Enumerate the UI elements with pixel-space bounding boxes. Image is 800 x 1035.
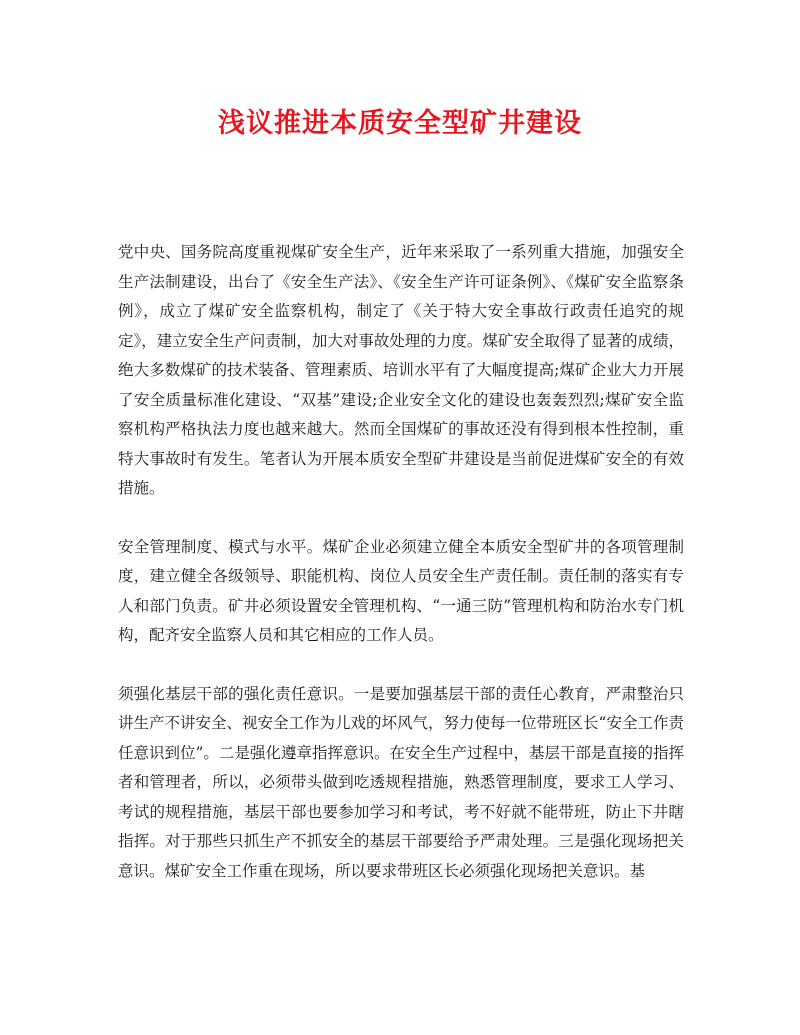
paragraph-2: 安全管理制度、模式与水平。煤矿企业必须建立健全本质安全型矿井的各项管理制度，建立健全各级领导、职能机构、岗位人员安全生产责任制。责任制的落实有专人和部门负责。矿井必须设置安全管理机构、“一通三防”管理机构和防治水专门机构，配齐安全监察人员和其它相应的工作人员。 bbox=[118, 537, 684, 644]
paragraph-1: 党中央、国务院高度重视煤矿安全生产，近年来采取了一系列重大措施，加强安全生产法制建设，出台了《安全生产法》、《安全生产许可证条例》、《煤矿安全监察条例》，成立了煤矿安全监察机构，制定了《关于特大安全事故行政责任追究的规定》，建立安全生产问责制，加大对事故处理的力度。煤矿安全取得了显著的成绩，绝大多数煤矿的技术装备、管理素质、培训水平有了大幅度提高;煤矿企业大力开展了安全质量标准化建设、“双基”建设;企业安全文化的建设也轰轰烈烈;煤矿安全监察机构严格执法力度也越来越大。然而全国煤矿的事故还没有得到根本性控制，重特大事故时有发生。笔者认为开展本质安全型矿井建设是当前促进煤矿安全的有效措施。 bbox=[118, 243, 684, 497]
document-title: 浅议推进本质安全型矿井建设 bbox=[218, 108, 582, 139]
paragraph-3: 须强化基层干部的强化责任意识。一是要加强基层干部的责任心教育，严肃整治只讲生产不讲安全、视安全工作为儿戏的坏风气，努力使每一位带班区长“安全工作责任意识到位”。二是强化遵章指挥意识。在安全生产过程中，基层干部是直接的指挥者和管理者，所以，必须带头做到吃透规程措施，熟悉管理制度，要求工人学习、考试的规程措施，基层干部也要参加学习和考试，考不好就不能带班，防止下井瞎指挥。对于那些只抓生产不抓安全的基层干部要给予严肃处理。三是强化现场把关意识。煤矿安全工作重在现场，所以要求带班区长必须强化现场把关意识。基 bbox=[118, 684, 684, 880]
document-body bbox=[118, 238, 684, 886]
